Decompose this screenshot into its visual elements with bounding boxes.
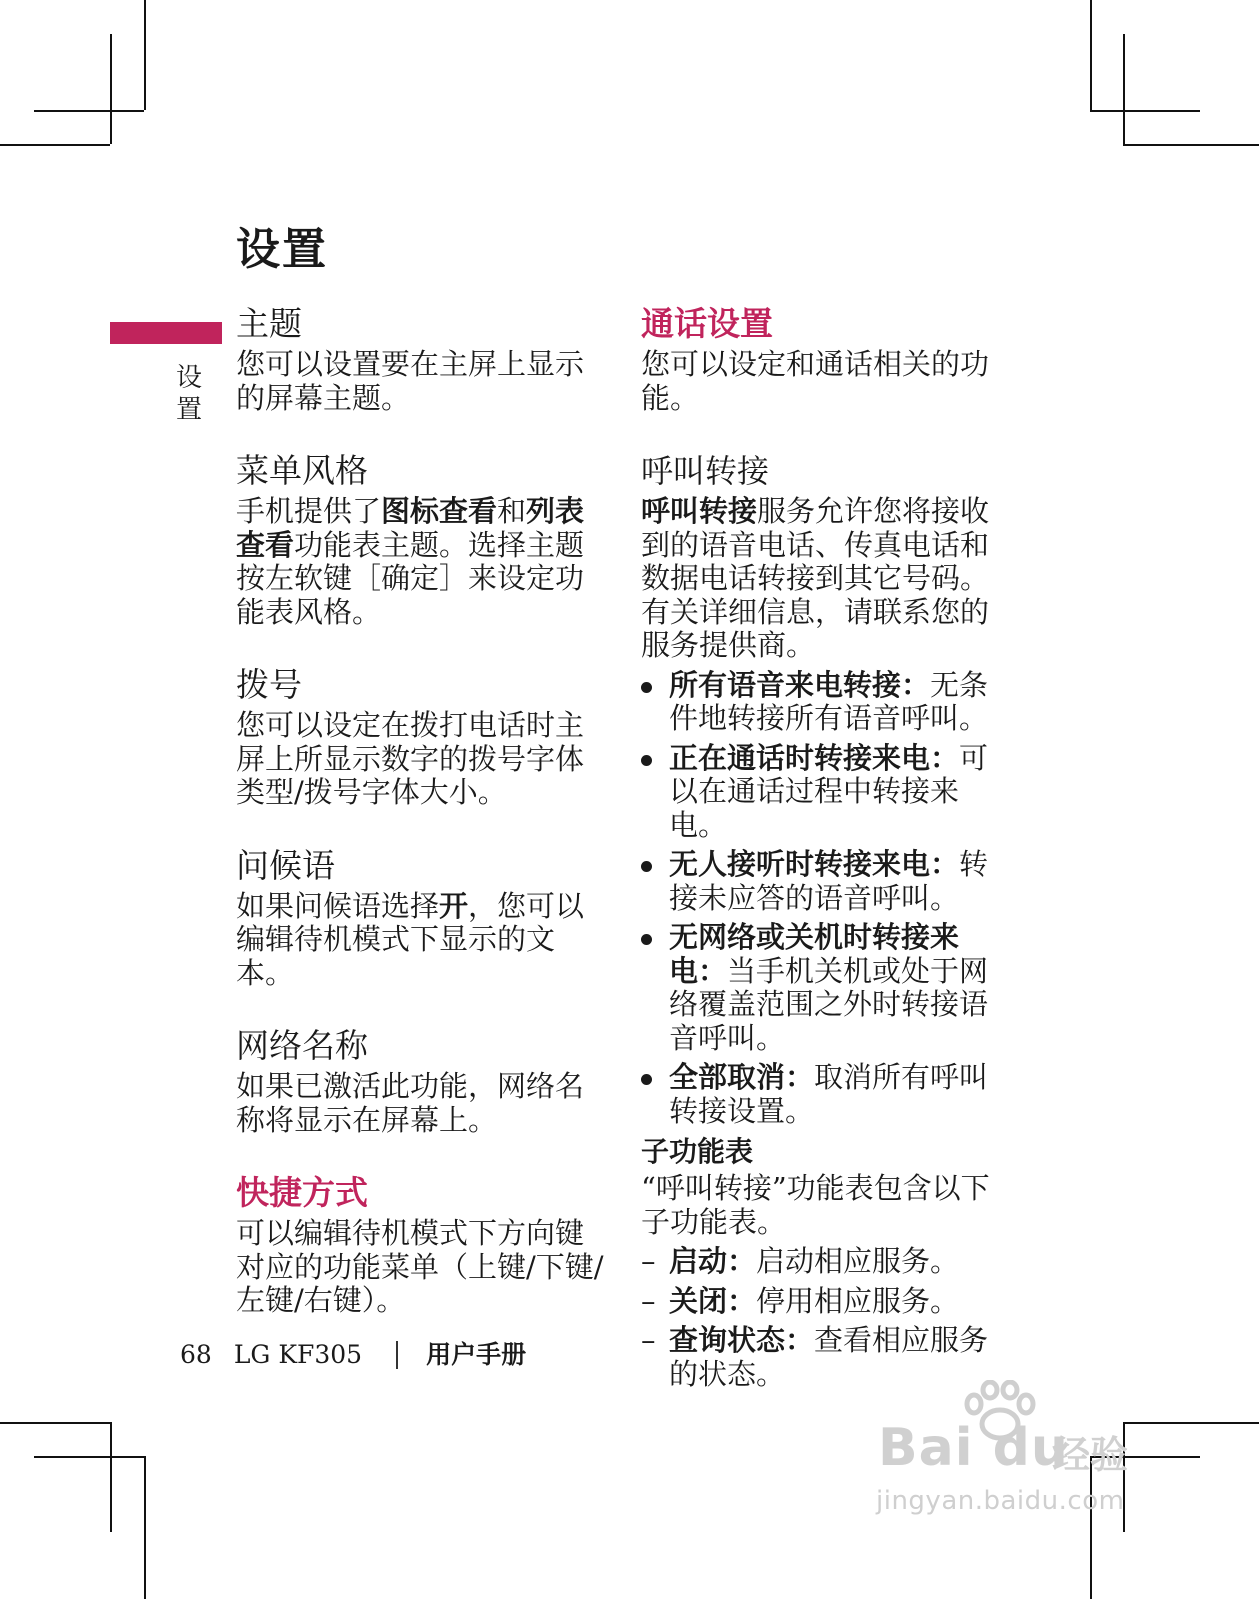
left-column <box>236 302 606 1318</box>
section-tab-bar <box>110 322 222 344</box>
manual-title: 用户手册 <box>426 1340 527 1369</box>
bullet-icon <box>641 1074 652 1085</box>
greeting-text: 如果问候语选择开，您可以编辑待机模式下显示的文本。 <box>236 888 585 990</box>
dial-section <box>236 663 606 810</box>
bullet-icon <box>641 755 652 766</box>
menu-style-heading: 菜单风格 <box>236 451 368 490</box>
bullet-icon <box>641 934 652 945</box>
shortcut-text: 可以编辑待机模式下方向键对应的功能菜单（上键/下键/左键/右键）。 <box>236 1216 604 1317</box>
submenu-section <box>641 1134 1013 1391</box>
crop-mark <box>34 110 144 112</box>
page-number: 68 <box>180 1340 212 1369</box>
greeting-section <box>236 844 606 991</box>
call-settings-section <box>641 302 1013 415</box>
crop-mark <box>1090 0 1092 110</box>
crop-mark <box>110 1422 112 1532</box>
crop-mark <box>144 0 146 110</box>
submenu-heading: 子功能表 <box>641 1135 754 1168</box>
network-name-text: 如果已激活此功能，网络名称将显示在屏幕上。 <box>236 1069 585 1137</box>
watermark-brand: Bai du <box>878 1418 1069 1478</box>
theme-section <box>236 302 606 415</box>
list-item: 正在通话时转接来电：可以在通话过程中转接来电。 <box>641 742 1013 843</box>
dial-text: 您可以设定在拨打电话时主屏上所显示数字的拨号字体类型/拨号字体大小。 <box>236 708 585 809</box>
theme-text: 您可以设置要在主屏上显示的屏幕主题。 <box>236 347 585 415</box>
list-item: 无人接听时转接来电：转接未应答的语音呼叫。 <box>641 848 1013 915</box>
watermark-url: jingyan.baidu.com <box>876 1486 1125 1516</box>
list-item: – 启动：启动相应服务。 <box>641 1244 960 1278</box>
call-settings-text: 您可以设定和通话相关的功能。 <box>641 347 990 415</box>
greeting-heading: 问候语 <box>236 845 335 885</box>
crop-mark <box>0 144 110 146</box>
crop-mark <box>34 1456 144 1458</box>
list-item: – 查询状态：查看相应服务的状态。 <box>641 1323 989 1391</box>
crop-mark <box>0 1422 110 1424</box>
watermark-cn: 经验 <box>1052 1433 1129 1477</box>
shortcut-heading: 快捷方式 <box>236 1173 368 1212</box>
shortcut-section <box>236 1171 606 1318</box>
list-item: 全部取消：取消所有呼叫转接设置。 <box>641 1061 1013 1128</box>
divider <box>396 1341 398 1369</box>
crop-mark <box>1123 34 1125 144</box>
network-name-heading: 网络名称 <box>236 1026 368 1065</box>
call-settings-heading: 通话设置 <box>641 304 773 343</box>
page-footer <box>180 1338 526 1372</box>
call-divert-text: 呼叫转接服务允许您将接收到的语音电话、传真电话和数据电话转接到其它号码。 有关详细信息，请联系您的服务提供商。 <box>641 494 990 662</box>
list-item: – 关闭：停用相应服务。 <box>641 1283 960 1318</box>
crop-mark <box>110 34 112 144</box>
call-divert-section <box>641 449 1013 1128</box>
network-name-section <box>236 1024 606 1137</box>
watermark <box>872 1380 1162 1530</box>
theme-heading: 主题 <box>236 304 302 343</box>
call-divert-options <box>641 669 1013 1129</box>
list-item: 无网络或关机时转接来电：当手机关机或处于网络覆盖范围之外时转接语音呼叫。 <box>641 921 1013 1055</box>
list-item: 所有语音来电转接：无条件地转接所有语音呼叫。 <box>641 669 1013 736</box>
menu-style-section <box>236 449 606 629</box>
call-divert-heading: 呼叫转接 <box>641 452 770 490</box>
dial-heading: 拨号 <box>236 665 302 704</box>
crop-mark <box>144 1456 146 1599</box>
crop-mark <box>1123 144 1259 146</box>
section-tab-label: 设 置 <box>175 363 202 425</box>
model-name: LG KF305 <box>233 1340 363 1369</box>
menu-style-text: 手机提供了图标查看和列表查看功能表主题。选择主题按左软键［确定］来设定功能表风格。 <box>236 494 585 629</box>
submenu-items <box>641 1245 1013 1391</box>
crop-mark <box>1090 110 1200 112</box>
bullet-icon <box>641 682 652 693</box>
page-title: 设置 <box>236 224 328 275</box>
right-column <box>641 302 1013 1397</box>
bullet-icon <box>641 861 652 872</box>
submenu-text: “呼叫转接”功能表包含以下子功能表。 <box>641 1171 990 1239</box>
